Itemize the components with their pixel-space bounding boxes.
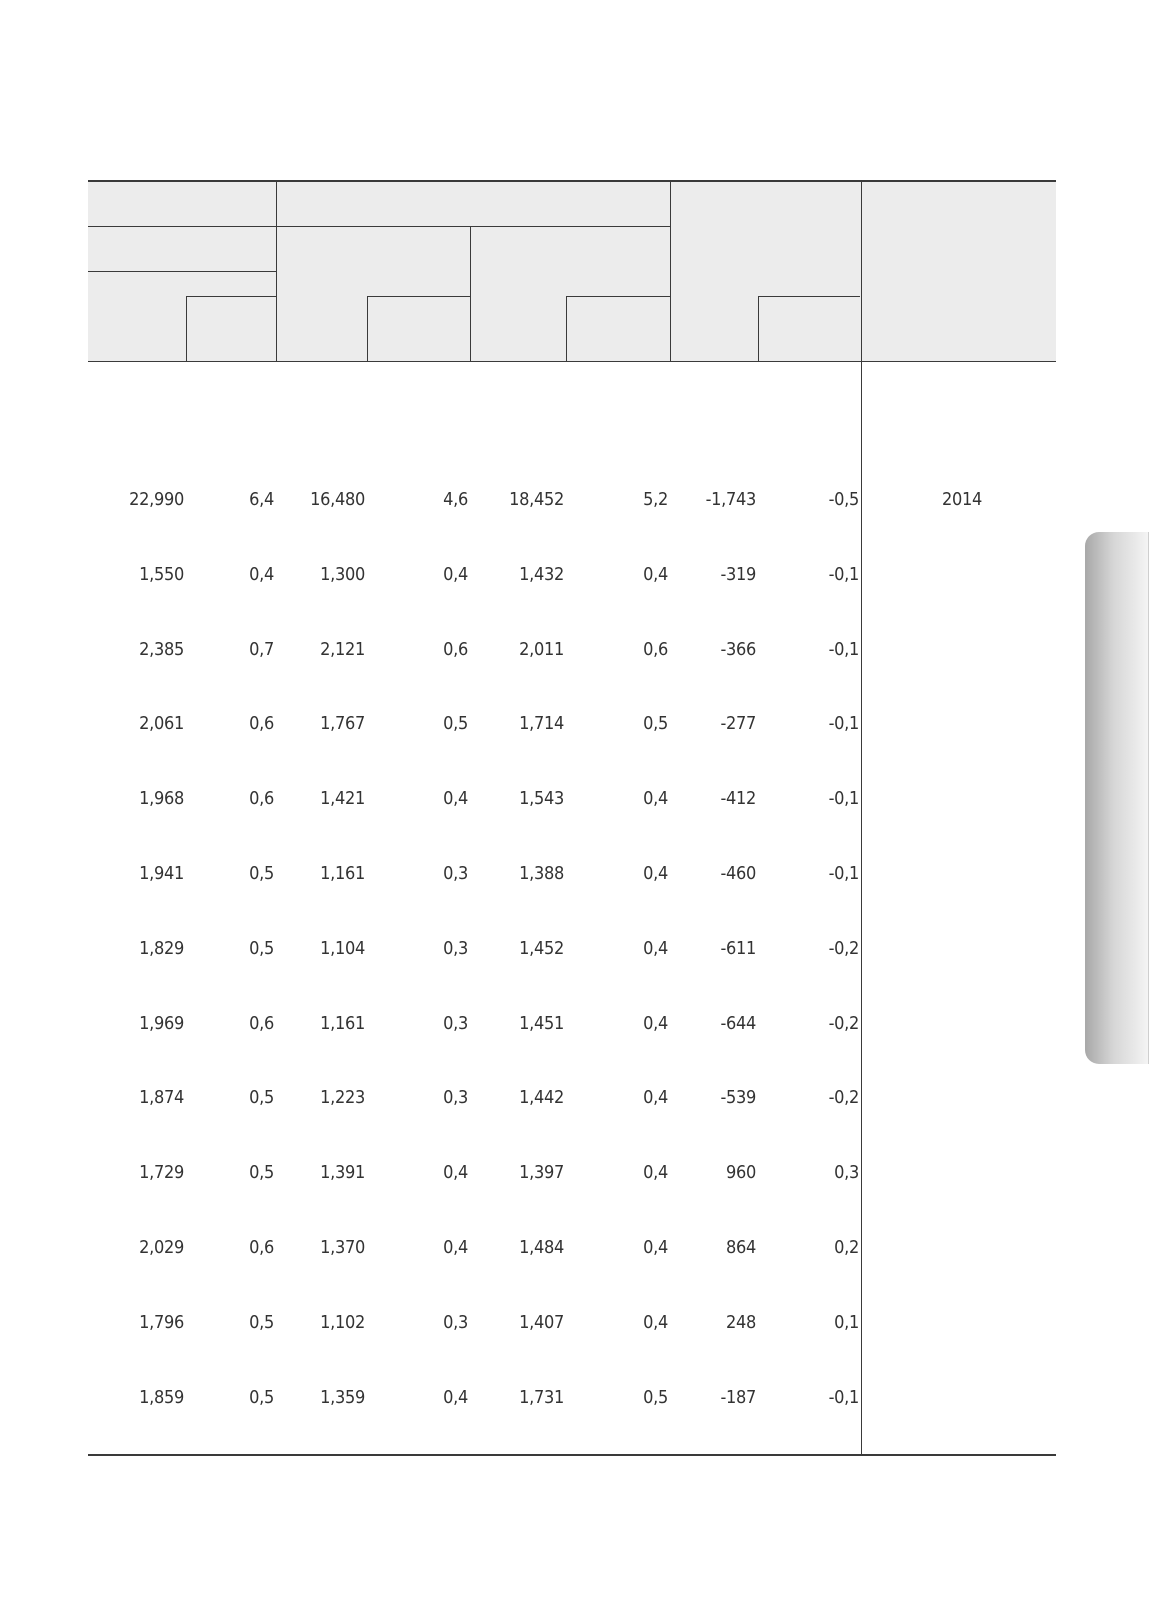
- table-cell: 0,3: [443, 1087, 468, 1108]
- table-cell: -0,1: [828, 639, 859, 660]
- table-cell: 0,2: [834, 1237, 859, 1258]
- table-top-rule: [88, 180, 1056, 182]
- table-cell: 1,941: [139, 863, 184, 884]
- table-cell: 0,4: [643, 863, 668, 884]
- table-cell: -366: [720, 639, 756, 660]
- table-cell: 0,4: [249, 564, 274, 585]
- table-cell: 0,5: [249, 1312, 274, 1333]
- header-rule: [758, 296, 860, 297]
- table-cell: 0,5: [249, 938, 274, 959]
- table-cell: 0,4: [643, 564, 668, 585]
- year-label: 2014: [941, 489, 982, 510]
- table-cell: -0,5: [828, 489, 859, 510]
- table-cell: 0,5: [643, 1387, 668, 1408]
- header-rule: [186, 296, 276, 297]
- table-cell: 1,484: [519, 1237, 564, 1258]
- table-cell: 0,5: [443, 713, 468, 734]
- table-cell: 0,3: [834, 1162, 859, 1183]
- year-column-divider: [861, 180, 862, 1456]
- table-cell: 0,5: [249, 1162, 274, 1183]
- table-cell: 0,3: [443, 938, 468, 959]
- header-divider: [470, 226, 471, 362]
- table-cell: 1,874: [139, 1087, 184, 1108]
- header-rule: [88, 226, 670, 227]
- table-cell: 0,4: [643, 938, 668, 959]
- table-cell: -0,2: [828, 1013, 859, 1034]
- table-cell: 0,3: [443, 1312, 468, 1333]
- header-divider: [276, 180, 277, 362]
- table-cell: 2,029: [139, 1237, 184, 1258]
- table-cell: 1,388: [519, 863, 564, 884]
- table-cell: -0,1: [828, 863, 859, 884]
- table-cell: 0,5: [643, 713, 668, 734]
- table-cell: 5,2: [643, 489, 668, 510]
- table-cell: -187: [720, 1387, 756, 1408]
- table-cell: 0,4: [643, 1162, 668, 1183]
- table-cell: 0,4: [643, 1237, 668, 1258]
- table-cell: 1,391: [320, 1162, 365, 1183]
- table-cell: 2,061: [139, 713, 184, 734]
- table-cell: 4,6: [443, 489, 468, 510]
- table-cell: -0,1: [828, 788, 859, 809]
- table-cell: 1,729: [139, 1162, 184, 1183]
- table-cell: 1,104: [320, 938, 365, 959]
- table-cell: 0,1: [834, 1312, 859, 1333]
- table-cell: 864: [725, 1237, 756, 1258]
- table-cell: 1,359: [320, 1387, 365, 1408]
- table-cell: 0,6: [249, 788, 274, 809]
- table-cell: 0,5: [249, 1087, 274, 1108]
- table-cell: 0,7: [249, 639, 274, 660]
- table-cell: -644: [720, 1013, 756, 1034]
- table-cell: -611: [720, 938, 756, 959]
- table-cell: 0,5: [249, 1387, 274, 1408]
- table-cell: 0,3: [443, 1013, 468, 1034]
- table-cell: 0,4: [443, 788, 468, 809]
- table-cell: 0,4: [643, 1312, 668, 1333]
- table-cell: 1,432: [519, 564, 564, 585]
- table-cell: 0,3: [443, 863, 468, 884]
- header-rule: [367, 296, 470, 297]
- table-cell: 0,4: [443, 1162, 468, 1183]
- table-cell: 0,6: [249, 1013, 274, 1034]
- side-tab: [1085, 532, 1149, 1064]
- table-cell: 1,421: [320, 788, 365, 809]
- table-cell: 6,4: [249, 489, 274, 510]
- table-cell: 0,4: [443, 1237, 468, 1258]
- table-cell: 2,121: [320, 639, 365, 660]
- table-cell: 1,452: [519, 938, 564, 959]
- table-cell: 0,4: [643, 788, 668, 809]
- table-cell: -412: [720, 788, 756, 809]
- table-cell: 16,480: [310, 489, 365, 510]
- table-cell: 1,442: [519, 1087, 564, 1108]
- table-cell: -277: [720, 713, 756, 734]
- table-cell: 1,370: [320, 1237, 365, 1258]
- table-cell: 1,829: [139, 938, 184, 959]
- table-cell: 1,161: [320, 863, 365, 884]
- table-cell: -0,1: [828, 564, 859, 585]
- table-cell: 1,407: [519, 1312, 564, 1333]
- table-cell: 0,4: [443, 1387, 468, 1408]
- header-divider: [758, 296, 759, 362]
- table-cell: -0,1: [828, 713, 859, 734]
- table-bottom-rule: [88, 1454, 1056, 1456]
- table-cell: 18,452: [509, 489, 564, 510]
- table-cell: 2,385: [139, 639, 184, 660]
- table-cell: -0,2: [828, 1087, 859, 1108]
- table-cell: -460: [720, 863, 756, 884]
- table-cell: -0,2: [828, 938, 859, 959]
- table-cell: 0,5: [249, 863, 274, 884]
- table-cell: 0,4: [643, 1013, 668, 1034]
- table-cell: 0,6: [249, 713, 274, 734]
- table-cell: 0,4: [643, 1087, 668, 1108]
- table-cell: -1,743: [705, 489, 756, 510]
- table-cell: 1,714: [519, 713, 564, 734]
- table-cell: 248: [725, 1312, 756, 1333]
- header-rule: [566, 296, 670, 297]
- table-cell: 960: [725, 1162, 756, 1183]
- table-cell: 0,4: [443, 564, 468, 585]
- table-cell: -539: [720, 1087, 756, 1108]
- header-divider: [670, 180, 671, 362]
- header-bottom-rule: [88, 361, 1056, 362]
- table-cell: 0,6: [643, 639, 668, 660]
- table-cell: 1,550: [139, 564, 184, 585]
- table-cell: 1,859: [139, 1387, 184, 1408]
- table-cell: 1,731: [519, 1387, 564, 1408]
- table-cell: 1,161: [320, 1013, 365, 1034]
- table-cell: -0,1: [828, 1387, 859, 1408]
- table-cell: 1,796: [139, 1312, 184, 1333]
- table-cell: 1,969: [139, 1013, 184, 1034]
- header-divider: [367, 296, 368, 362]
- table-cell: 1,543: [519, 788, 564, 809]
- table-cell: 1,451: [519, 1013, 564, 1034]
- table-cell: 1,102: [320, 1312, 365, 1333]
- table-cell: 0,6: [249, 1237, 274, 1258]
- table-cell: 1,300: [320, 564, 365, 585]
- table-cell: 2,011: [519, 639, 564, 660]
- table-cell: 0,6: [443, 639, 468, 660]
- table-cell: 1,397: [519, 1162, 564, 1183]
- table-cell: 22,990: [129, 489, 184, 510]
- table-cell: 1,767: [320, 713, 365, 734]
- header-divider: [186, 296, 187, 362]
- header-divider: [566, 296, 567, 362]
- table-cell: 1,223: [320, 1087, 365, 1108]
- header-rule: [88, 271, 276, 272]
- table-cell: 1,968: [139, 788, 184, 809]
- table-cell: -319: [720, 564, 756, 585]
